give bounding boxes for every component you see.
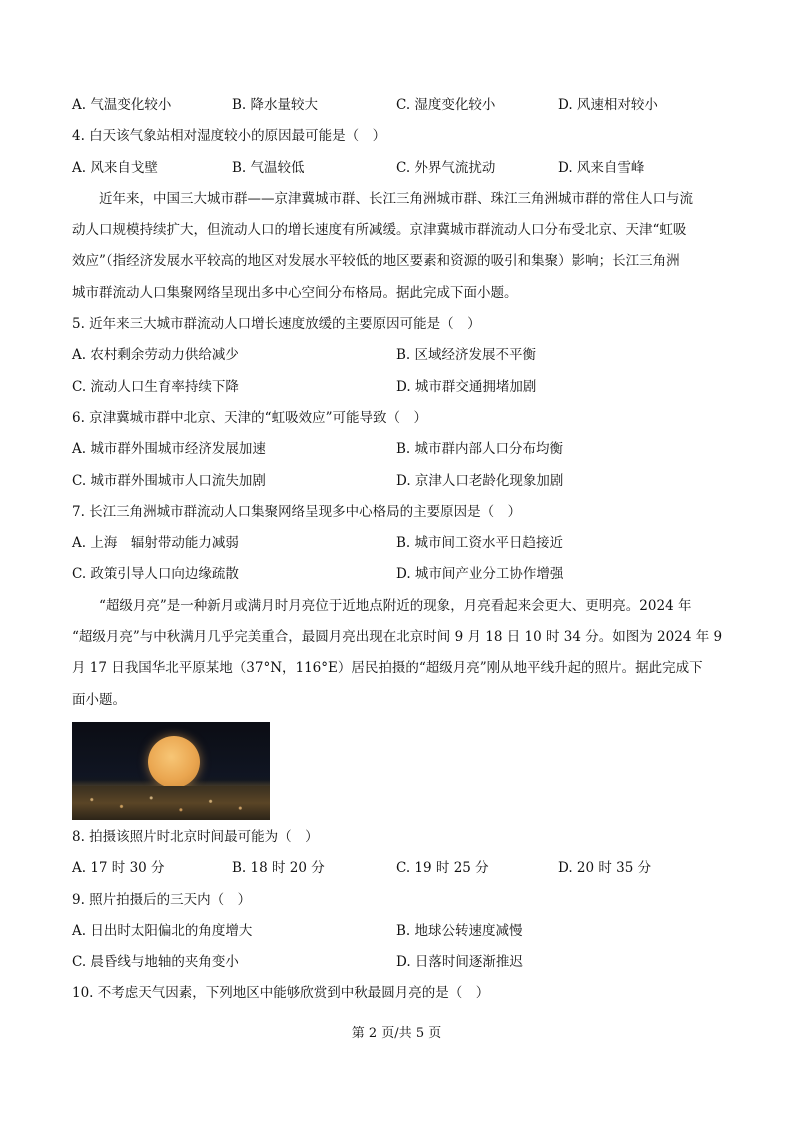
passage1-line: 动人口规模持续扩大，但流动人口的增长速度有所减缓。京津冀城市群流动人口分布受北京、天津“虹吸 <box>72 222 687 239</box>
passage2-line: 月 17 日我国华北平原某地（37°N，116°E）居民拍摄的“超级月亮”刚从地平线升起的照片。据此完成下 <box>72 660 703 677</box>
page-footer: 第 2 页/共 5 页 <box>351 1026 442 1041</box>
q3-option-c[interactable]: C. 湿度变化较小 <box>396 97 496 113</box>
q3-option-b[interactable]: B. 降水量较大 <box>232 97 319 113</box>
q7-option-c[interactable]: C. 政策引导人口向边缘疏散 <box>72 566 239 583</box>
q4-stem: 4. 白天该气象站相对湿度较小的原因最可能是（ ） <box>72 128 387 145</box>
moon-image <box>148 736 200 788</box>
passage2-line: “超级月亮”与中秋满月几乎完美重合，最圆月亮出现在北京时间 9 月 18 日 10 时 34 分。如图为 2024 年 9 <box>72 629 723 646</box>
q4-options <box>72 153 722 184</box>
q3-option-a[interactable]: A. 气温变化较小 <box>72 97 172 113</box>
q9-option-d[interactable]: D. 日落时间逐渐推迟 <box>396 954 523 971</box>
q9-option-c[interactable]: C. 晨昏线与地轴的夹角变小 <box>72 954 239 971</box>
q6-option-c[interactable]: C. 城市群外围城市人口流失加剧 <box>72 472 266 489</box>
q7-options-row1 <box>72 528 722 559</box>
q7-stem: 7. 长江三角洲城市群流动人口集聚网络呈现多中心格局的主要原因是（ ） <box>72 503 522 520</box>
q6-option-d[interactable]: D. 京津人口老龄化现象加剧 <box>396 472 564 489</box>
passage-urban-population <box>72 184 722 309</box>
q5-option-b[interactable]: B. 区域经济发展不平衡 <box>396 347 537 364</box>
q3-options <box>72 90 722 121</box>
q9-options-row1 <box>72 916 722 947</box>
city-lights-image <box>72 786 270 820</box>
q9-stem: 9. 照片拍摄后的三天内（ ） <box>72 891 252 908</box>
q9-option-b[interactable]: B. 地球公转速度减慢 <box>396 922 523 939</box>
q5-option-d[interactable]: D. 城市群交通拥堵加剧 <box>396 378 537 395</box>
passage1-line: 城市群流动人口集聚网络呈现出多中心空间分布格局。据此完成下面小题。 <box>72 284 518 301</box>
q6-options-row1 <box>72 434 722 465</box>
passage1-line: 效应”（指经济发展水平较高的地区对发展水平较低的地区要素和资源的吸引和集聚）影响；长江三角洲 <box>72 253 680 270</box>
q4-option-a[interactable]: A. 风来自戈壁 <box>72 159 158 176</box>
q8-options <box>72 853 722 884</box>
q9-option-a[interactable]: A. 日出时太阳偏北的角度增大 <box>72 922 253 939</box>
q5-option-a[interactable]: A. 农村剩余劳动力供给减少 <box>72 347 239 364</box>
super-moon-photo <box>72 722 270 820</box>
q3-option-d[interactable]: D. 风速相对较小 <box>558 97 658 113</box>
q6-options-row2 <box>72 466 722 497</box>
q7-option-d[interactable]: D. 城市间产业分工协作增强 <box>396 566 564 583</box>
q8-option-c[interactable]: C. 19 时 25 分 <box>396 860 489 877</box>
exam-page-content <box>72 90 722 1010</box>
q4-option-b[interactable]: B. 气温较低 <box>232 159 305 176</box>
q8-option-a[interactable]: A. 17 时 30 分 <box>72 860 165 877</box>
passage-super-moon <box>72 591 722 716</box>
q5-options-row2 <box>72 372 722 403</box>
q6-stem: 6. 京津冀城市群中北京、天津的“虹吸效应”可能导致（ ） <box>72 409 427 426</box>
passage1-line: 近年来，中国三大城市群——京津冀城市群、长江三角洲城市群、珠江三角洲城市群的常住人口与流 <box>72 190 693 207</box>
q8-option-b[interactable]: B. 18 时 20 分 <box>232 860 325 877</box>
q6-option-a[interactable]: A. 城市群外围城市经济发展加速 <box>72 441 266 458</box>
q8-option-d[interactable]: D. 20 时 35 分 <box>558 860 652 877</box>
q5-stem: 5. 近年来三大城市群流动人口增长速度放缓的主要原因可能是（ ） <box>72 316 481 333</box>
q8-stem: 8. 拍摄该照片时北京时间最可能为（ ） <box>72 828 319 845</box>
q5-options-row1 <box>72 340 722 371</box>
q10-stem: 10. 不考虑天气因素，下列地区中能够欣赏到中秋最圆月亮的是（ ） <box>72 985 490 1002</box>
passage2-line: “超级月亮”是一种新月或满月时月亮位于近地点附近的现象，月亮看起来会更大、更明亮。2024 年 <box>72 597 692 614</box>
q7-option-a[interactable]: A. 上海 辐射带动能力减弱 <box>72 535 239 552</box>
q7-option-b[interactable]: B. 城市间工资水平日趋接近 <box>396 535 564 552</box>
q4-option-d[interactable]: D. 风来自雪峰 <box>558 159 645 176</box>
q6-option-b[interactable]: B. 城市群内部人口分布均衡 <box>396 441 564 458</box>
q5-option-c[interactable]: C. 流动人口生育率持续下降 <box>72 378 239 395</box>
passage2-line: 面小题。 <box>72 691 126 708</box>
q7-options-row2 <box>72 559 722 590</box>
q9-options-row2 <box>72 947 722 978</box>
q4-option-c[interactable]: C. 外界气流扰动 <box>396 159 496 176</box>
